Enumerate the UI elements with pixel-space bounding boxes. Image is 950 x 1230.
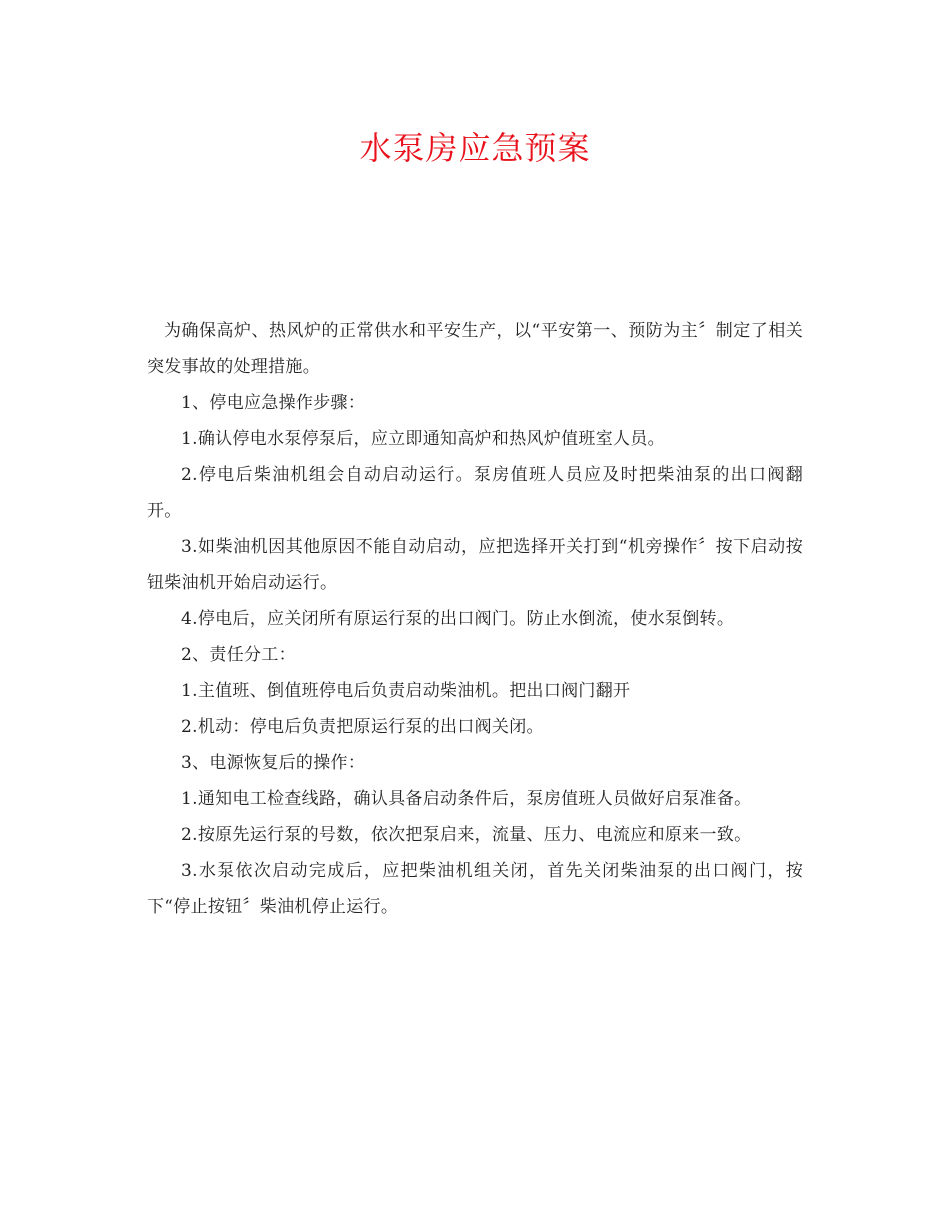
list-item: 1.通知电工检查线路，确认具备启动条件后，泵房值班人员做好启泵准备。 [181, 789, 752, 809]
list-item: 3.水泵依次启动完成后，应把柴油机组关闭，首先关闭柴油泵的出口阀门，按下“停止按钮〞柴油机停止运行。 [147, 861, 803, 917]
intro-paragraph: 为确保高炉、热风炉的正常供水和平安生产，以“平安第一、预防为主〞制定了相关突发事故的处理措施。 [147, 321, 803, 377]
section-heading-power-outage: 1、停电应急操作步骤： [181, 393, 366, 413]
section-heading-power-restored: 3、电源恢复后的操作： [181, 753, 366, 773]
list-item: 2.机动：停电后负责把原运行泵的出口阀关闭。 [181, 717, 544, 737]
list-item: 4.停电后，应关闭所有原运行泵的出口阀门。防止水倒流，使水泵倒转。 [181, 609, 735, 629]
list-item: 1.确认停电水泵停泵后，应立即通知高炉和热风炉值班室人员。 [181, 429, 665, 449]
list-item: 2.停电后柴油机组会自动启动运行。泵房值班人员应及时把柴油泵的出口阀翻开。 [147, 465, 803, 521]
list-item: 3.如柴油机因其他原因不能自动启动，应把选择开关打到“机旁操作〞按下启动按钮柴油机开始启动运行。 [147, 537, 803, 593]
document-title: 水泵房应急预案 [359, 129, 591, 167]
list-item: 1.主值班、倒值班停电后负责启动柴油机。把出口阀门翻开 [181, 681, 631, 701]
list-item: 2.按原先运行泵的号数，依次把泵启来，流量、压力、电流应和原来一致。 [181, 825, 752, 845]
document-body [147, 313, 803, 925]
section-heading-responsibilities: 2、责任分工： [181, 645, 296, 665]
